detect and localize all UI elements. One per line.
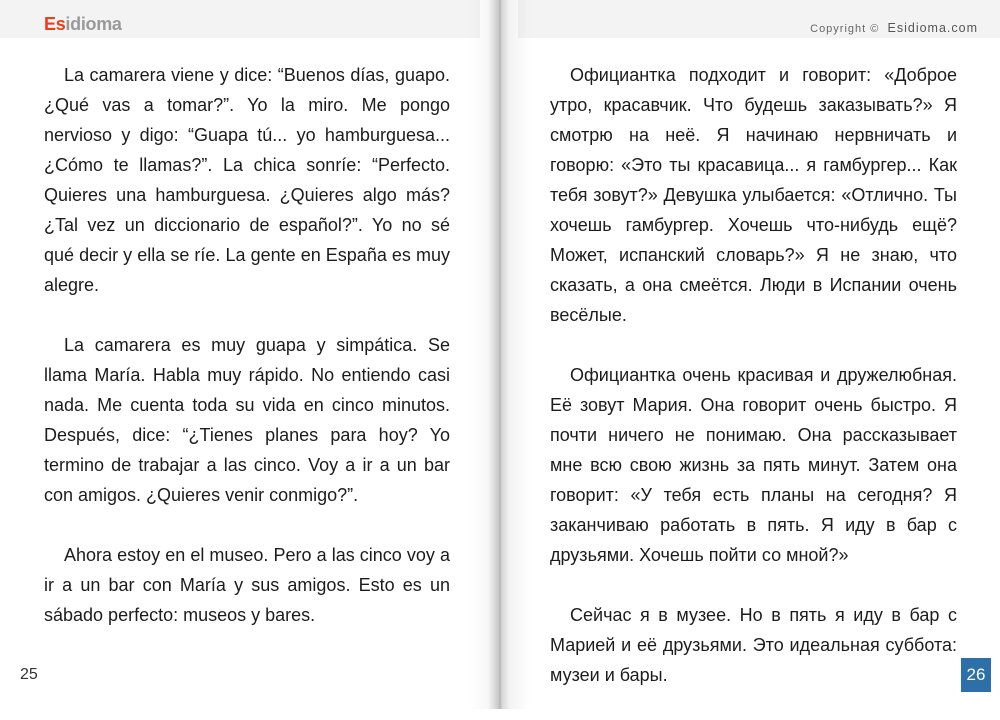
left-paragraph-1: La camarera viene y dice: “Buenos días, guapo. ¿Qué vas a tomar?”. Yo la miro. Me pongo nervioso y digo: “Guapa tú... yo hamburguesa... ¿Cómo te llamas?”. La chica sonríe: “Perfecto. Quieres una hamburguesa. ¿Quieres algo más? ¿Tal vez un diccionario de español?”. Yo no sé qué decir y ella se ríe. La gente en España es muy alegre.	[44, 65, 450, 295]
right-paragraph-2: Официантка очень красивая и дружелюбная. Её зовут Мария. Она говорит очень быстро. Я почти ничего не понимаю. Она рассказывает мне всю свою жизнь за пять минут. Затем она говорит: «У тебя есть планы на сегодня? Я заканчиваю работать в пять. Я иду в бар с друзьями. Хочешь пойти со мной?»	[550, 365, 957, 565]
copyright-site: Esidioma.com	[887, 21, 978, 35]
right-page-number-badge: 26	[961, 658, 991, 692]
left-paragraph-2: La camarera es muy guapa y simpática. Se llama María. Habla muy rápido. No entiendo casi nada. Me cuenta toda su vida en cinco minutos. Después, dice: “¿Tienes planes para hoy? Yo termino de trabajar a las cinco. Voy a ir a un bar con amigos. ¿Quieres venir conmigo?”.	[44, 335, 450, 505]
left-paragraph-3: Ahora estoy en el museo. Pero a las cinco voy a ir a un bar con María y sus amigos. Esto es un sábado perfecto: museos y bares.	[44, 545, 450, 625]
left-page-number: 25	[20, 666, 38, 683]
right-page-text	[550, 60, 957, 720]
right-paragraph-1: Официантка подходит и говорит: «Доброе утро, красавчик. Что будешь заказывать?» Я смотрю на неё. Я начинаю нервничать и говорю: «Это ты красавица... я гамбургер... Как тебя зовут?» Девушка улыбается: «Отлично. Ты хочешь гамбургер. Хочешь что-нибудь ещё? Может, испанский словарь?» Я не знаю, что сказать, а она смеётся. Люди в Испании очень весёлые.	[550, 65, 957, 325]
right-page	[500, 0, 1000, 709]
left-page-text	[44, 60, 450, 660]
copyright-label: Copyright ©	[810, 23, 880, 35]
esidioma-logo	[44, 14, 122, 35]
logo-es-part: Es	[44, 14, 66, 34]
right-paragraph-3: Сейчас я в музее. Но в пять я иду в бар с Марией и её друзьями. Это идеальная суббота: музеи и бары.	[550, 605, 957, 685]
copyright-notice	[810, 21, 978, 35]
logo-idioma-part: idioma	[65, 14, 122, 34]
left-page	[0, 0, 500, 709]
